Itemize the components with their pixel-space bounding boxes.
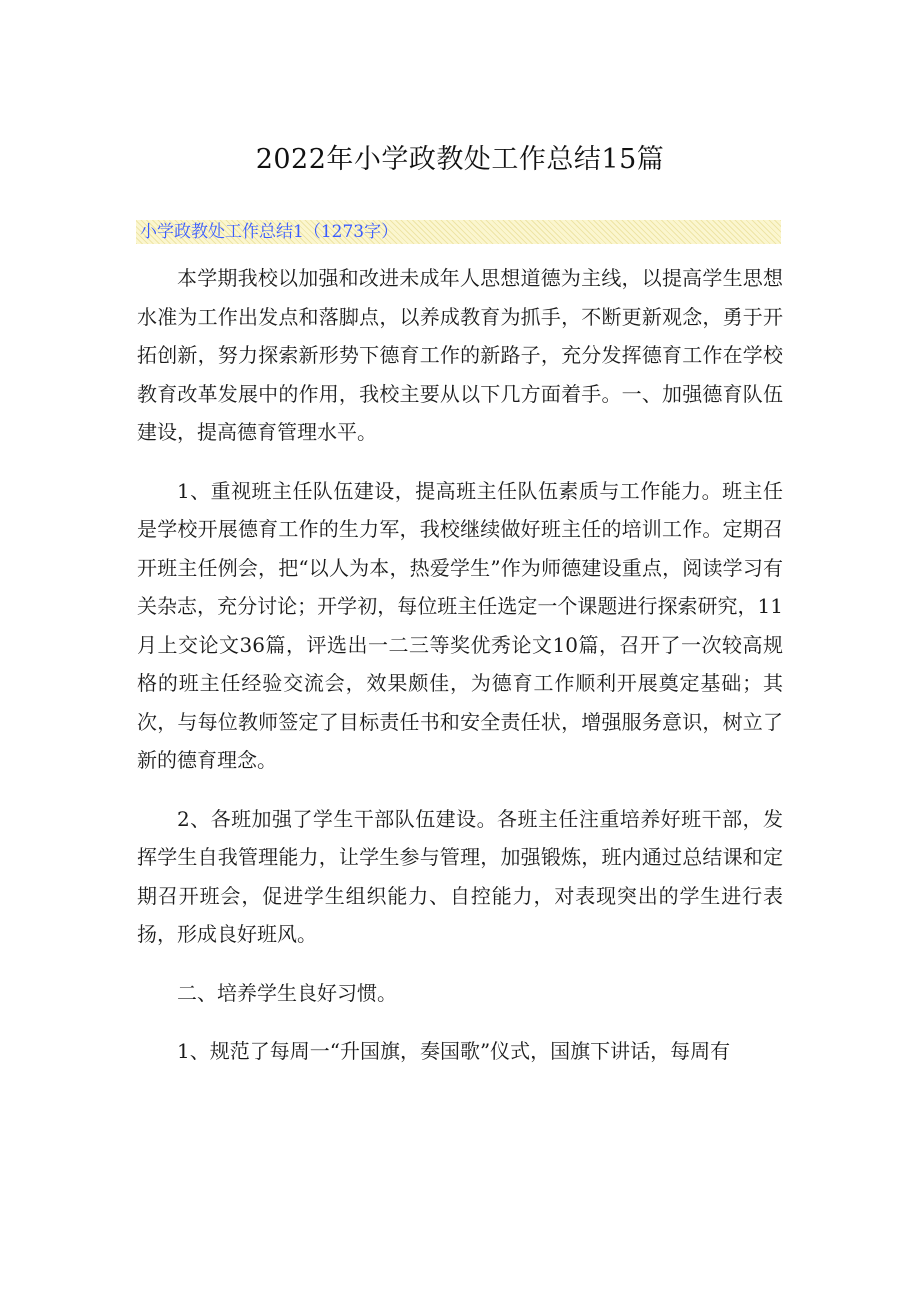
paragraph-section-2-item-1: 1、规范了每周一“升国旗，奏国歌”仪式，国旗下讲话，每周有 [177, 1039, 731, 1063]
paragraph-section-2-heading: 二、培养学生良好习惯。 [177, 980, 397, 1005]
document-title: 2022年小学政教处工作总结15篇 [255, 144, 665, 175]
paragraph-item-1: 1、重视班主任队伍建设，提高班主任队伍素质与工作能力。班主任是学校开展德育工作的生力军，我校继续做好班主任的培训工作。定期召开班主任例会，把“以人为本，热爱学生”作为师德建设重点，阅读学习有关杂志，充分讨论；开学初，每位班主任选定一个课题进行探索研究，11月上交论文36篇，评选出一二三等奖优秀论文10篇，召开了一次较高规格的班主任经验交流会，效果颇佳，为德育工作顺利开展奠定基础；其次，与每位教师签定了目标责任书和安全责任状，增强服务意识，树立了新的德育理念。 [137, 478, 783, 772]
document-body [137, 259, 783, 1091]
paragraph-intro: 本学期我校以加强和改进未成年人思想道德为主线，以提高学生思想水准为工作出发点和落脚点，以养成教育为抓手，不断更新观念，勇于开拓创新，努力探索新形势下德育工作的新路子，充分发挥德育工作在学校教育改革发展中的作用，我校主要从以下几方面着手。一、加强德育队伍建设，提高德育管理水平。 [137, 266, 783, 444]
paragraph-item-2: 2、各班加强了学生干部队伍建设。各班主任注重培养好班干部，发挥学生自我管理能力，让学生参与管理，加强锻炼，班内通过总结课和定期召开班会，促进学生组织能力、自控能力，对表现突出的学生进行表扬，形成良好班风。 [137, 806, 783, 946]
section-heading-link[interactable]: 小学政教处工作总结1（1273字） [136, 220, 781, 244]
